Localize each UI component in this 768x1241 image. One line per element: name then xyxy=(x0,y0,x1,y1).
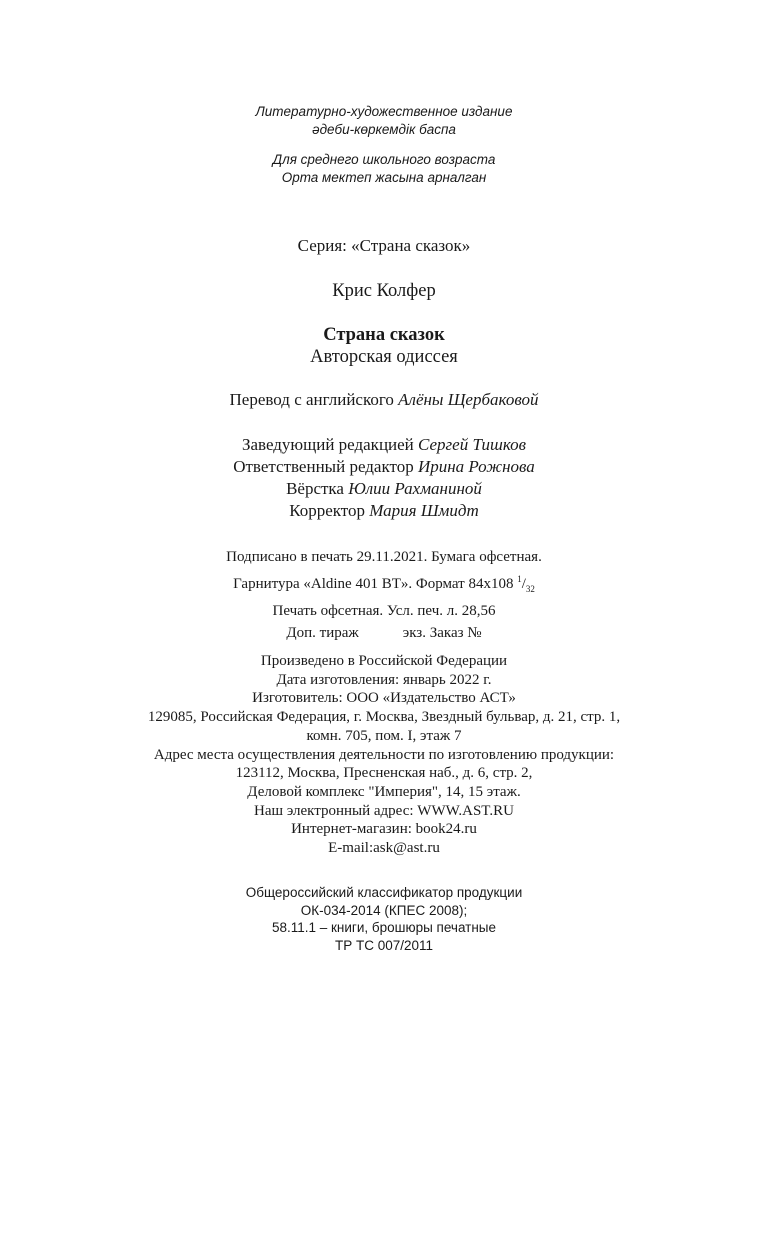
translator-name: Алёны Щербаковой xyxy=(398,390,539,409)
print-signed: Подписано в печать 29.11.2021. Бумага офсетная. xyxy=(226,549,542,565)
staff-line xyxy=(0,456,768,478)
staff-role: Ответственный редактор xyxy=(233,457,418,476)
age-block xyxy=(0,151,768,187)
print-circulation xyxy=(0,622,768,644)
book-title: Страна сказок xyxy=(323,325,445,345)
production-block xyxy=(0,652,768,858)
print-sheets: Печать офсетная. Усл. печ. л. 28,56 xyxy=(272,603,496,619)
staff-role: Вёрстка xyxy=(286,479,349,498)
typeface-text: Гарнитура «Aldine 401 BT». Формат 84x108 xyxy=(233,576,518,592)
format-numerator: 1 xyxy=(517,574,522,584)
format-slash: / xyxy=(521,576,526,592)
production-line: Изготовитель: ООО «Издательство АСТ» xyxy=(252,690,516,707)
staff-name: Ирина Рожнова xyxy=(417,457,535,476)
classification-line: 58.11.1 – книги, брошюры печатные xyxy=(271,920,497,935)
translation-line xyxy=(0,390,768,410)
production-line: 129085, Российская Федерация, г. Москва, Звездный бульвар, д. 21, стр. 1, xyxy=(147,709,621,726)
classification-line: ТР ТС 007/2011 xyxy=(334,937,434,953)
staff-line xyxy=(0,500,768,522)
production-line: Дата изготовления: январь 2022 г. xyxy=(276,671,492,688)
age-ru: Для среднего школьного возраста xyxy=(272,152,496,167)
staff-name: Юлии Рахманиной xyxy=(348,479,482,498)
staff-block xyxy=(0,434,768,522)
production-line: комн. 705, пом. I, этаж 7 xyxy=(306,727,462,744)
production-line: Интернет-магазин: book24.ru xyxy=(291,821,477,838)
staff-role: Корректор xyxy=(289,501,370,520)
series-line: Серия: «Страна сказок» xyxy=(297,236,471,255)
staff-name: Мария Шмидт xyxy=(369,501,479,520)
format-denominator: 32 xyxy=(525,584,535,594)
order-label: экз. Заказ № xyxy=(402,625,482,641)
book-subtitle: Авторская одиссея xyxy=(310,347,458,367)
author-name: Крис Колфер xyxy=(332,281,436,301)
production-line: E-mail:ask@ast.ru xyxy=(328,840,440,857)
print-typeface xyxy=(0,568,768,600)
classification-block xyxy=(0,884,768,954)
production-line: Наш электронный адрес: WWW.AST.RU xyxy=(254,802,514,819)
production-line: Деловой комплекс "Империя", 14, 15 этаж. xyxy=(247,783,521,800)
production-line: Адрес места осуществления деятельности по изготовлению продукции: xyxy=(153,746,615,763)
staff-name: Сергей Тишков xyxy=(418,435,527,454)
translation-label: Перевод с английского xyxy=(229,390,399,409)
production-line: Произведено в Российской Федерации xyxy=(260,653,508,669)
title-block xyxy=(0,324,768,368)
edition-type-ru: Литературно-художественное издание xyxy=(255,104,513,119)
staff-role: Заведующий редакцией xyxy=(241,435,419,454)
production-line: 123112, Москва, Пресненская наб., д. 6, стр. 2, xyxy=(235,765,533,782)
staff-line xyxy=(0,478,768,500)
classification-line: ОК-034-2014 (КПЕС 2008); xyxy=(300,902,468,918)
circulation-label: Доп. тираж xyxy=(286,625,359,641)
edition-type-block xyxy=(0,103,768,139)
classification-line: Общероссийский классификатор продукции xyxy=(245,885,523,900)
print-info-block xyxy=(0,546,768,644)
edition-type-kk: әдеби-көркемдік баспа xyxy=(312,122,456,137)
staff-line xyxy=(0,434,768,456)
age-kk: Орта мектеп жасына арналган xyxy=(281,170,487,185)
